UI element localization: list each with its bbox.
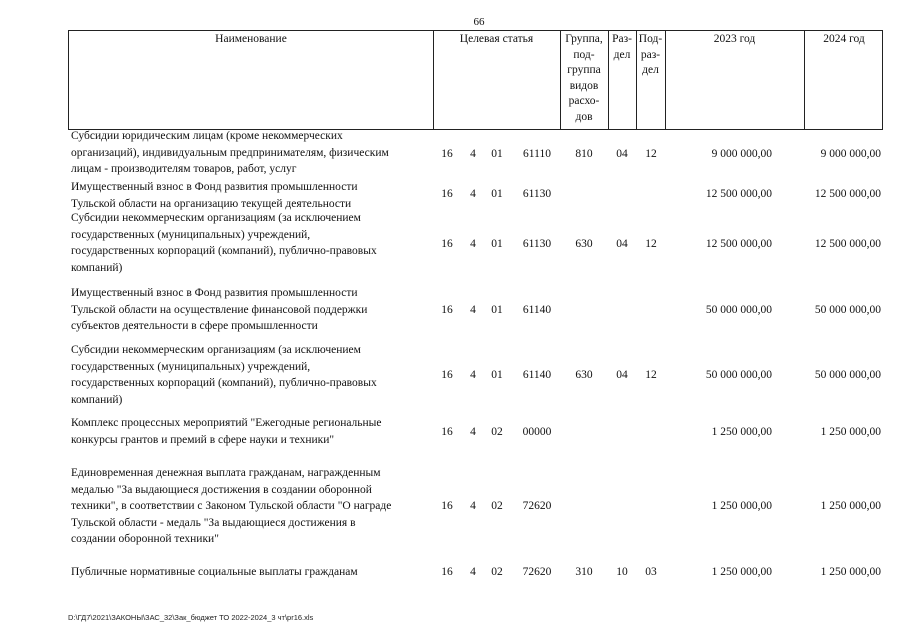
- code-part-d: 61140: [522, 369, 552, 381]
- row-name-line: государственных корпораций (компаний), публично-правовых: [71, 245, 377, 257]
- row-section: 04: [616, 238, 628, 250]
- file-path-footer: D:\ГД7\2021\ЗАКОНЫ\ЗАС_32\Зак_бюджет ТО 2022-2024_3 чт\pr16.xls: [68, 613, 314, 622]
- code-part-c: 01: [491, 188, 503, 200]
- code-part-a: 16: [441, 238, 453, 250]
- header-group-line: расхо-: [568, 95, 600, 107]
- code-part-d: 61130: [522, 238, 552, 250]
- row-name-line: Тульской области - медаль "За выдающиеся достижения в: [71, 516, 356, 529]
- row-group: 630: [575, 238, 593, 250]
- row-2023-value: 50 000 000,00: [705, 369, 772, 381]
- row-name-line: Единовременная денежная выплата гражданам, награжденным: [71, 467, 381, 479]
- row-subsection: 12: [645, 148, 657, 160]
- row-2024-value: 12 500 000,00: [814, 238, 881, 250]
- table-row-name: [71, 128, 436, 178]
- code-part-b: 4: [470, 304, 476, 316]
- row-2023-value: 1 250 000,00: [711, 500, 772, 512]
- code-part-d: 61110: [523, 148, 551, 160]
- row-name-line: Имущественный взнос в Фонд развития промышленности: [71, 287, 358, 299]
- header-year-2023: 2023 год: [713, 33, 756, 45]
- row-2023-value: 1 250 000,00: [711, 566, 772, 578]
- row-subsection: 03: [645, 566, 657, 578]
- page-number: 66: [473, 16, 485, 28]
- header-name: Наименование: [215, 33, 287, 45]
- code-part-a: 16: [441, 500, 453, 512]
- code-part-d: 72620: [522, 566, 552, 578]
- row-name-line: Тульской области на организацию текущей деятельности: [71, 197, 352, 210]
- header-section-line: дел: [613, 48, 631, 61]
- code-part-c: 01: [491, 148, 503, 160]
- row-name-line: техники", в соответствии с Законом Тульской области "О награде: [71, 500, 392, 512]
- row-name-line: Имущественный взнос в Фонд развития промышленности: [71, 181, 358, 193]
- row-2024-value: 1 250 000,00: [820, 426, 881, 438]
- row-name-line: государственных (муниципальных) учреждений,: [71, 360, 311, 373]
- row-section: 10: [616, 566, 628, 578]
- code-part-a: 16: [441, 148, 453, 160]
- header-subsection-line: Под-: [638, 33, 663, 45]
- row-name-line: Субсидии некоммерческим организациям (за исключением: [71, 344, 361, 356]
- header-section-line: Раз-: [612, 33, 632, 45]
- header-group-line: видов: [569, 79, 599, 92]
- row-name-line: компаний): [71, 393, 123, 406]
- row-2023-value: 12 500 000,00: [705, 238, 772, 250]
- header-group-line: Группа,: [565, 33, 603, 45]
- code-part-c: 01: [491, 304, 503, 316]
- code-part-a: 16: [441, 566, 453, 578]
- row-2024-value: 50 000 000,00: [814, 369, 881, 381]
- row-2023-value: 1 250 000,00: [711, 426, 772, 438]
- row-name-line: компаний): [71, 261, 123, 274]
- row-group: 310: [575, 566, 593, 578]
- row-name-line: Субсидии некоммерческим организациям (за исключением: [71, 212, 361, 224]
- row-subsection: 12: [645, 238, 657, 250]
- code-part-a: 16: [441, 304, 453, 316]
- row-2023-value: 12 500 000,00: [705, 188, 772, 200]
- row-section: 04: [616, 369, 628, 381]
- header-group: [560, 31, 608, 125]
- table-row-name: [71, 210, 436, 276]
- row-name-line: конкурсы грантов и премий в сфере науки и техники": [71, 433, 335, 446]
- code-part-d: 61130: [522, 188, 552, 200]
- row-name-line: субъектов деятельности в сфере промышленности: [71, 320, 318, 332]
- code-part-b: 4: [470, 148, 476, 160]
- code-part-a: 16: [441, 369, 453, 381]
- table-row-name: [71, 285, 436, 335]
- row-2024-value: 50 000 000,00: [814, 304, 881, 316]
- code-part-d: 72620: [522, 500, 552, 512]
- row-name-line: Субсидии юридическим лицам (кроме некоммерческих: [71, 130, 343, 142]
- row-name-line: Публичные нормативные социальные выплаты гражданам: [71, 566, 358, 578]
- row-group: 630: [575, 369, 593, 381]
- header-subsection-line: раз-: [640, 48, 661, 61]
- table-row-name: [71, 415, 436, 448]
- code-part-d: 00000: [522, 426, 552, 438]
- row-name-line: лицам - производителям товаров, работ, услуг: [71, 163, 297, 175]
- code-part-b: 4: [470, 500, 476, 512]
- code-part-c: 02: [491, 566, 503, 578]
- row-2024-value: 1 250 000,00: [820, 566, 881, 578]
- table-row-name: [71, 564, 436, 581]
- row-name-line: организаций), индивидуальным предпринимателям, физическим: [71, 146, 389, 159]
- row-name-line: Комплекс процессных мероприятий "Ежегодные региональные: [71, 417, 382, 429]
- code-part-b: 4: [470, 426, 476, 438]
- code-part-c: 01: [491, 238, 503, 250]
- header-subsection: [636, 31, 665, 79]
- code-part-a: 16: [441, 188, 453, 200]
- row-2024-value: 1 250 000,00: [820, 500, 881, 512]
- row-name-line: создании оборонной техники": [71, 533, 219, 545]
- table-header: [68, 30, 883, 130]
- row-2023-value: 9 000 000,00: [711, 148, 772, 160]
- code-part-c: 02: [491, 500, 503, 512]
- row-subsection: 12: [645, 369, 657, 381]
- header-year-2024: 2024 год: [823, 33, 865, 45]
- row-name-line: медалью "За выдающиеся достижения в создании оборонной: [71, 483, 372, 496]
- code-part-d: 61140: [522, 304, 552, 316]
- header-group-line: под-: [573, 48, 595, 61]
- row-2023-value: 50 000 000,00: [705, 304, 772, 316]
- row-section: 04: [616, 148, 628, 160]
- code-part-b: 4: [470, 566, 476, 578]
- code-part-b: 4: [470, 369, 476, 381]
- table-row-name: [71, 342, 436, 408]
- row-name-line: государственных (муниципальных) учреждений,: [71, 228, 311, 241]
- code-part-a: 16: [441, 426, 453, 438]
- table-row-name: [71, 465, 436, 548]
- row-2024-value: 12 500 000,00: [814, 188, 881, 200]
- table-row-name: [71, 179, 436, 212]
- row-2024-value: 9 000 000,00: [820, 148, 881, 160]
- header-subsection-line: дел: [642, 64, 659, 76]
- header-group-line: группа: [567, 64, 601, 76]
- header-section: [608, 31, 636, 63]
- code-part-b: 4: [470, 238, 476, 250]
- header-target-article: Целевая статья: [459, 33, 534, 45]
- code-part-c: 01: [491, 369, 503, 381]
- code-part-c: 02: [491, 426, 503, 438]
- row-group: 810: [575, 148, 593, 160]
- row-name-line: Тульской области на осуществление финансовой поддержки: [71, 303, 368, 316]
- code-part-b: 4: [470, 188, 476, 200]
- header-group-line: дов: [575, 110, 593, 123]
- row-name-line: государственных корпораций (компаний), публично-правовых: [71, 377, 377, 389]
